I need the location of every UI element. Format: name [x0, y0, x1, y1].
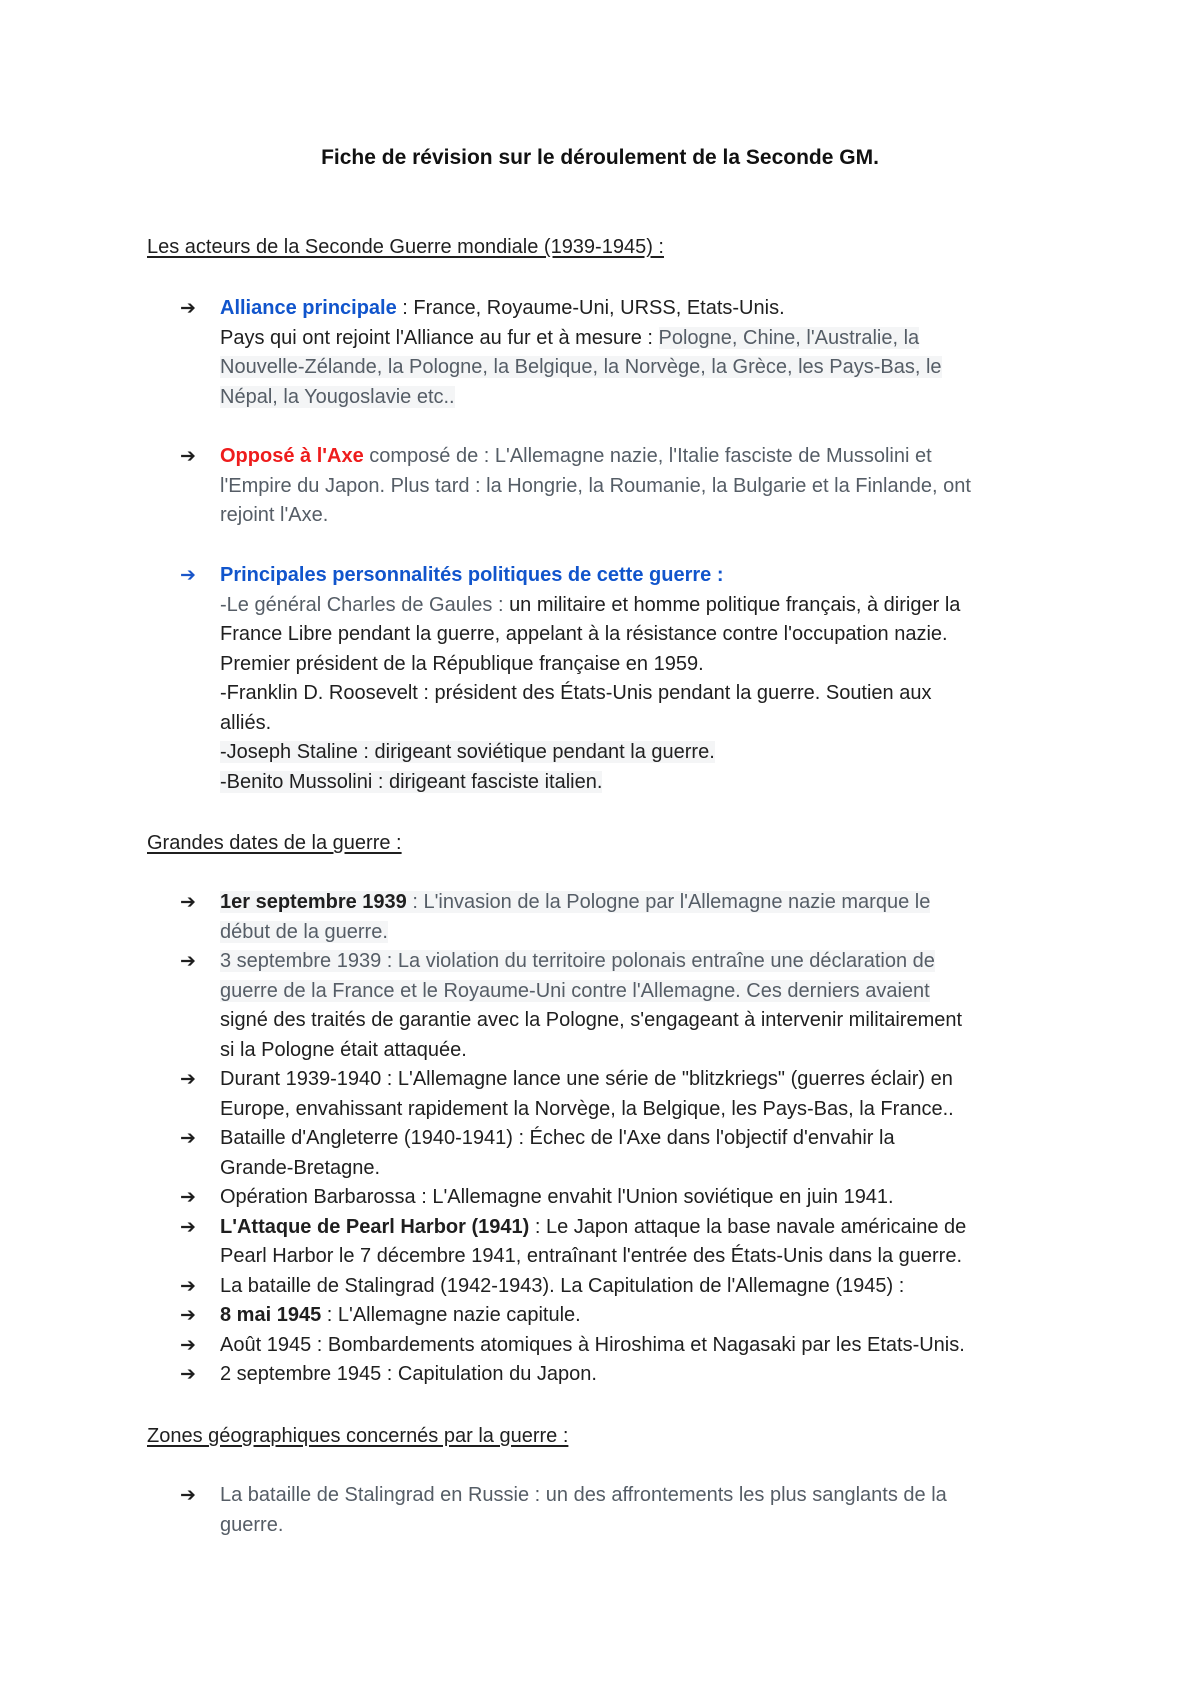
arrow-icon: ➔	[180, 892, 196, 913]
arrow-icon: ➔	[180, 1305, 196, 1326]
arrow-icon: ➔	[180, 1128, 196, 1149]
roosevelt-line-1: -Franklin D. Roosevelt : président des États-Unis pendant la guerre. Soutien aux	[220, 682, 932, 704]
axe-line-2: l'Empire du Japon. Plus tard : la Hongrie, la Roumanie, la Bulgarie et la Finlande, ont	[220, 474, 971, 497]
list-axe	[0, 442, 1200, 531]
section-heading-acteurs: Les acteurs de la Seconde Guerre mondiale (1939-1945) :	[147, 236, 664, 258]
date-3-text-a: Durant 1939-1940 : L'Allemagne lance une série de "blitzkriegs" (guerres éclair) en	[220, 1068, 953, 1090]
list-item-personnalites	[0, 561, 1200, 797]
arrow-icon: ➔	[180, 446, 196, 467]
alliance-members: : France, Royaume-Uni, URSS, Etats-Unis.	[396, 297, 785, 319]
personnalites-label: Principales personnalités politiques de cette guerre :	[220, 564, 724, 586]
date-1-text-b: début de la guerre.	[220, 920, 388, 943]
axe-line-3: rejoint l'Axe.	[220, 504, 329, 526]
roosevelt-line-2: alliés.	[220, 711, 272, 734]
alliance-label: Alliance principale	[220, 297, 397, 319]
date-6-bold: L'Attaque de Pearl Harbor (1941)	[220, 1215, 530, 1238]
arrow-icon: ➔	[180, 951, 196, 972]
degaulle-name: -Le général Charles de Gaules :	[220, 593, 510, 616]
list-item-zone-1	[0, 1481, 1200, 1540]
date-2-text-c: signé des traités de garantie avec la Pologne, s'engageant à intervenir militairement	[220, 1009, 963, 1031]
list-item-date-6	[0, 1213, 1200, 1272]
date-5-text: Opération Barbarossa : L'Allemagne envahit l'Union soviétique en juin 1941.	[220, 1186, 894, 1208]
arrow-icon: ➔	[180, 1216, 196, 1238]
degaulle-line-3: Premier président de la République française en 1959.	[220, 652, 704, 675]
alliance-countries-3: Népal, la Yougoslavie etc..	[220, 385, 455, 408]
date-7-text: La bataille de Stalingrad (1942-1943). La Capitulation de l'Allemagne (1945) :	[220, 1274, 905, 1297]
date-1-text-a: : L'invasion de la Pologne par l'Allemagne nazie marque le	[406, 891, 931, 913]
date-4-text-a: Bataille d'Angleterre (1940-1941) : Échec de l'Axe dans l'objectif d'envahir la	[220, 1127, 895, 1149]
list-item-date-2	[0, 947, 1200, 1065]
arrow-icon: ➔	[180, 1069, 196, 1090]
list-item-axe	[0, 442, 1200, 531]
alliance-join-text: Pays qui ont rejoint l'Alliance au fur et à mesure :	[220, 326, 659, 349]
axe-line-1: composé de : L'Allemagne nazie, l'Italie fasciste de Mussolini et	[363, 445, 932, 467]
list-item-date-10	[0, 1360, 1200, 1390]
date-3-text-b: Europe, envahissant rapidement la Norvège, la Belgique, les Pays-Bas, la France..	[220, 1097, 954, 1120]
page-title: Fiche de révision sur le déroulement de la Seconde GM.	[321, 146, 879, 169]
degaulle-line-1: un militaire et homme politique français, à diriger la	[509, 593, 961, 616]
arrow-icon: ➔	[180, 1275, 196, 1297]
zone-1-text-a: La bataille de Stalingrad en Russie : un des affrontements les plus sanglants de la	[220, 1484, 947, 1506]
arrow-icon: ➔	[180, 1187, 196, 1208]
date-8-bold: 8 mai 1945	[220, 1304, 322, 1326]
list-item-date-4	[0, 1124, 1200, 1183]
date-6-text-b: Pearl Harbor le 7 décembre 1941, entraînant l'entrée des États-Unis dans la guerre.	[220, 1245, 963, 1267]
arrow-icon: ➔	[180, 565, 196, 586]
date-2-text-a: 3 septembre 1939 : La violation du territoire polonais entraîne une déclaration de	[220, 950, 935, 972]
arrow-icon: ➔	[180, 1485, 196, 1506]
date-2-text-b: guerre de la France et le Royaume-Uni contre l'Allemagne. Ces derniers avaient	[220, 979, 930, 1002]
list-acteurs	[0, 294, 1200, 412]
list-item-date-5	[0, 1183, 1200, 1213]
arrow-icon: ➔	[180, 298, 196, 319]
date-10-text: 2 septembre 1945 : Capitulation du Japon.	[220, 1363, 597, 1385]
zone-1-text-b: guerre.	[220, 1513, 284, 1536]
mussolini-line: -Benito Mussolini : dirigeant fasciste italien.	[220, 770, 603, 793]
list-zones	[0, 1481, 1200, 1540]
alliance-countries-1: Pologne, Chine, l'Australie, la	[658, 326, 920, 349]
list-item-date-8	[0, 1301, 1200, 1331]
list-dates	[0, 888, 1200, 1390]
alliance-countries-2: Nouvelle-Zélande, la Pologne, la Belgique, la Norvège, la Grèce, les Pays-Bas, le	[220, 356, 942, 378]
axe-label: Opposé à l'Axe	[220, 445, 364, 467]
arrow-icon: ➔	[180, 1364, 196, 1385]
list-item-date-7	[0, 1272, 1200, 1302]
date-6-text-a: : Le Japon attaque la base navale américaine de	[529, 1215, 967, 1238]
list-personnalites	[0, 561, 1200, 797]
list-item-date-9	[0, 1331, 1200, 1361]
date-8-text: : L'Allemagne nazie capitule.	[321, 1304, 581, 1326]
list-item-alliance	[0, 294, 1200, 412]
date-4-text-b: Grande-Bretagne.	[220, 1156, 381, 1179]
date-9-text: Août 1945 : Bombardements atomiques à Hiroshima et Nagasaki par les Etats-Unis.	[220, 1333, 965, 1356]
section-heading-zones: Zones géographiques concernés par la guerre :	[147, 1425, 569, 1447]
list-item-date-1	[0, 888, 1200, 947]
degaulle-line-2: France Libre pendant la guerre, appelant à la résistance contre l'occupation nazie.	[220, 623, 948, 645]
staline-line: -Joseph Staline : dirigeant soviétique pendant la guerre.	[220, 741, 715, 763]
list-item-date-3	[0, 1065, 1200, 1124]
date-1-bold: 1er septembre 1939	[220, 891, 407, 913]
section-heading-dates: Grandes dates de la guerre :	[147, 832, 402, 854]
arrow-icon: ➔	[180, 1334, 196, 1356]
date-2-text-d: si la Pologne était attaquée.	[220, 1038, 467, 1061]
